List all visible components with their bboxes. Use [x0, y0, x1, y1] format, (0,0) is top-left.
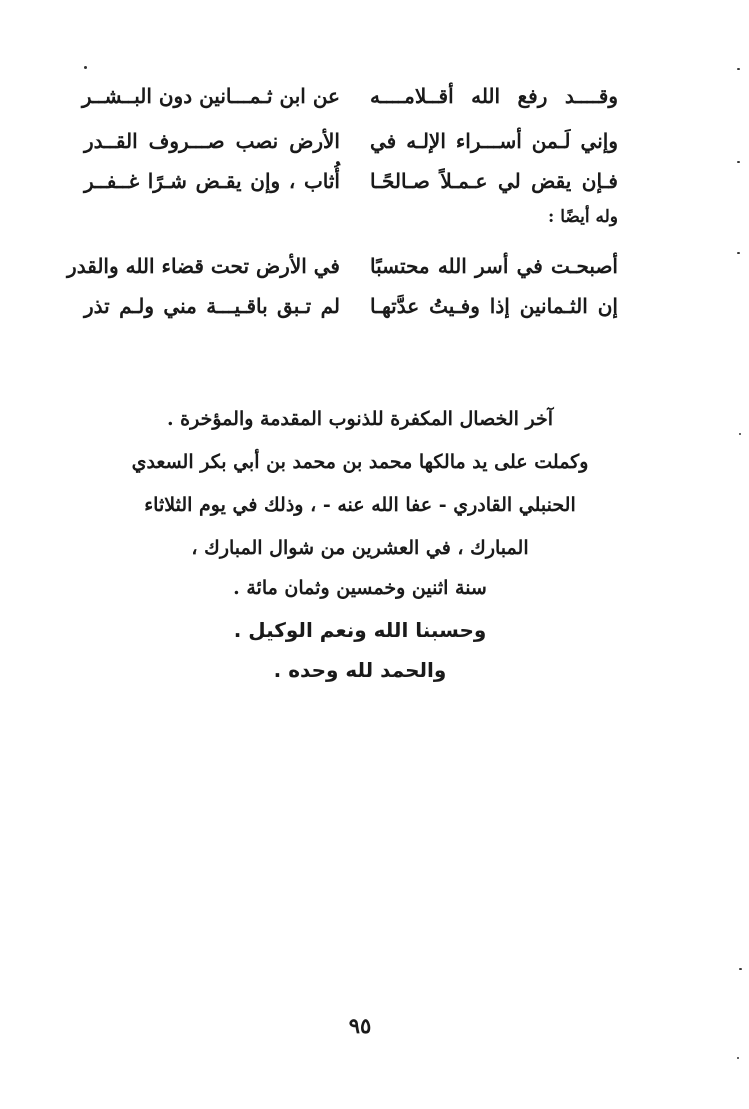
- colophon-line: سنة اثنين وخمسين وثمان مائة .: [233, 577, 487, 599]
- verse-row: [70, 289, 618, 323]
- verse-second-hemistich: أُثاب ، وإن يقـض شـرًا غــفــر: [84, 169, 340, 193]
- colophon-line: وكملت على يد مالكها محمد بن محمد بن أبي بكر السعدي: [131, 451, 589, 473]
- verse-row: [70, 164, 618, 198]
- scan-speck: [739, 968, 742, 970]
- verse-first-hemistich: فـإن يقض لي عـمـلاً صـالحًـا: [370, 169, 618, 193]
- verse-second-hemistich: الأرض نصب صـــروف القــدر: [84, 129, 340, 153]
- verse-row: [67, 249, 618, 283]
- verse-first-hemistich: وقــــد رفع الله أقــلامــــه: [370, 84, 618, 108]
- scan-speck: [737, 161, 740, 163]
- verse-second-hemistich: لم تـبق باقـيـــة مني ولـم تذر: [84, 294, 340, 318]
- colophon-line: المبارك ، في العشرين من شوال المبارك ،: [191, 537, 529, 559]
- scan-speck: [737, 68, 740, 70]
- poem-intro-line: وله أيضًا :: [548, 207, 618, 227]
- colophon-line: الحنبلي القادري - عفا الله عنه - ، وذلك في يوم الثلاثاء: [144, 494, 576, 516]
- scan-speck: [84, 66, 87, 69]
- verse-row: [70, 124, 618, 158]
- scan-speck: [739, 433, 741, 435]
- closing-line: والحمد لله وحده .: [273, 658, 447, 682]
- verse-first-hemistich: إن الثـمانين إذا وفـيتُ عدَّتهـا: [370, 294, 618, 318]
- page-number: ٩٥: [348, 1013, 372, 1038]
- scan-speck: [737, 1057, 739, 1059]
- verse-row: [70, 79, 618, 113]
- verse-first-hemistich: أصبحـت في أسر الله محتسبًا: [370, 254, 618, 278]
- colophon-line: آخر الخصال المكفرة للذنوب المقدمة والمؤخرة .: [166, 408, 554, 430]
- verse-first-hemistich: وإني لَـمن أســـراء الإلـه في: [370, 129, 618, 153]
- verse-second-hemistich: عن ابن ثـمـــانين دون البــشــر: [81, 84, 340, 108]
- closing-line: وحسبنا الله ونعم الوكيل .: [233, 618, 487, 642]
- verse-second-hemistich: في الأرض تحت قضاء الله والقدر: [67, 254, 340, 278]
- scan-speck: [737, 252, 740, 254]
